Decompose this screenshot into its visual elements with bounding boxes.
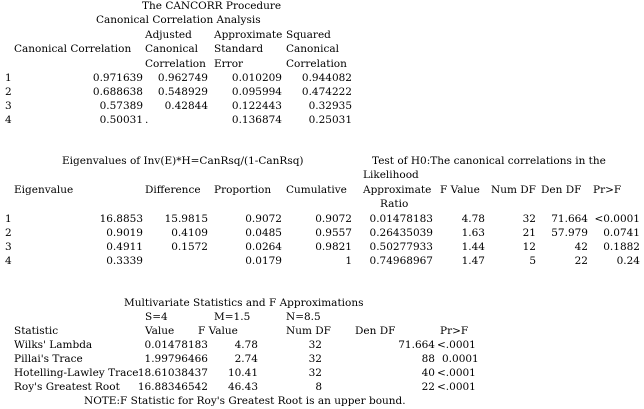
f-value: 46.43 bbox=[227, 381, 258, 393]
num-df-value: 32 bbox=[308, 367, 322, 379]
eigenvalue-value: 0.9019 bbox=[106, 227, 143, 239]
col-header-num-df: Num DF bbox=[491, 184, 536, 196]
footnote: NOTE:F Statistic for Roy's Greatest Root is an upper bound. bbox=[84, 395, 406, 407]
row-number: 2 bbox=[5, 227, 12, 239]
col-header-squared-2: Canonical bbox=[286, 43, 339, 55]
canonical-correlation-value: 0.688638 bbox=[92, 86, 143, 98]
eigenvalue-value: 0.3339 bbox=[106, 255, 143, 267]
num-df-value: 32 bbox=[522, 213, 536, 225]
standard-error-value: 0.122443 bbox=[231, 100, 282, 112]
standard-error-value: 0.136874 bbox=[231, 114, 282, 126]
col-header-ratio: Ratio bbox=[380, 198, 409, 210]
f-value: 1.63 bbox=[461, 227, 485, 239]
statistic-value: 16.88346542 bbox=[137, 381, 208, 393]
col-header-adjusted-2: Canonical bbox=[145, 43, 198, 55]
canonical-correlation-value: 0.50031 bbox=[99, 114, 143, 126]
f-value: 10.41 bbox=[227, 367, 258, 379]
cumulative-value: 0.9072 bbox=[315, 213, 352, 225]
cumulative-value: 0.9557 bbox=[315, 227, 352, 239]
eigenvalue-value: 16.8853 bbox=[99, 213, 143, 225]
statistic-value: 18.61038437 bbox=[137, 367, 208, 379]
f-value: 4.78 bbox=[234, 339, 258, 351]
num-df-value: 5 bbox=[529, 255, 536, 267]
proportion-value: 0.9072 bbox=[245, 213, 282, 225]
proportion-value: 0.0179 bbox=[245, 255, 282, 267]
statistic-name: Wilks' Lambda bbox=[14, 339, 93, 351]
difference-value: 15.9815 bbox=[164, 213, 208, 225]
squared-correlation-value: 0.32935 bbox=[308, 100, 352, 112]
num-df-value: 21 bbox=[522, 227, 536, 239]
statistic-value: 0.01478183 bbox=[144, 339, 208, 351]
num-df-value: 32 bbox=[308, 339, 322, 351]
den-df-value: 42 bbox=[574, 241, 588, 253]
squared-correlation-value: 0.474222 bbox=[301, 86, 352, 98]
col-header-difference: Difference bbox=[145, 184, 201, 196]
eigenvalue-value: 0.4911 bbox=[106, 241, 143, 253]
squared-correlation-value: 0.944082 bbox=[301, 72, 352, 84]
num-df-value: 32 bbox=[308, 353, 322, 365]
m-parameter: M=1.5 bbox=[214, 311, 251, 323]
den-df-value: 22 bbox=[574, 255, 588, 267]
col-header-canonical-correlation: Canonical Correlation bbox=[14, 43, 132, 55]
adjusted-correlation-value: 0.42844 bbox=[164, 100, 208, 112]
s-parameter: S=4 bbox=[145, 311, 168, 323]
standard-error-value: 0.010209 bbox=[231, 72, 282, 84]
canonical-correlation-value: 0.57389 bbox=[99, 100, 143, 112]
row-number: 4 bbox=[5, 255, 12, 267]
row-number: 3 bbox=[5, 100, 12, 112]
col-header-approximate: Approximate bbox=[363, 184, 432, 196]
eigenvalues-title: Eigenvalues of Inv(E)*H=CanRsq/(1-CanRsq) bbox=[62, 155, 304, 167]
squared-correlation-value: 0.25031 bbox=[308, 114, 352, 126]
f-value: 4.78 bbox=[461, 213, 485, 225]
cumulative-value: 1 bbox=[345, 255, 352, 267]
adjusted-correlation-value: 0.962749 bbox=[157, 72, 208, 84]
likelihood-ratio-value: 0.50277933 bbox=[369, 241, 433, 253]
col-header-value: Value bbox=[145, 325, 175, 337]
col-header-statistic: Statistic bbox=[14, 325, 59, 337]
likelihood-ratio-value: 0.26435039 bbox=[369, 227, 433, 239]
analysis-subtitle: Canonical Correlation Analysis bbox=[96, 14, 261, 26]
col-header-adjusted: Adjusted bbox=[145, 29, 192, 41]
den-df-value: 57.979 bbox=[551, 227, 588, 239]
row-number: 3 bbox=[5, 241, 12, 253]
row-number: 4 bbox=[5, 114, 12, 126]
statistic-name: Hotelling-Lawley Trace bbox=[14, 367, 139, 379]
pr-f-value: 0.24 bbox=[616, 255, 640, 267]
col-header-proportion: Proportion bbox=[214, 184, 272, 196]
col-header-den-df: Den DF bbox=[355, 325, 396, 337]
proportion-value: 0.0264 bbox=[245, 241, 282, 253]
row-number: 1 bbox=[5, 72, 12, 84]
f-value: 1.44 bbox=[461, 241, 485, 253]
likelihood-ratio-value: 0.01478183 bbox=[369, 213, 433, 225]
f-value: 1.47 bbox=[461, 255, 485, 267]
cumulative-value: 0.9821 bbox=[315, 241, 352, 253]
statistic-name: Pillai's Trace bbox=[14, 353, 83, 365]
pr-f-value: <.0001 bbox=[437, 339, 476, 351]
adjusted-correlation-value: 0.548929 bbox=[157, 86, 208, 98]
num-df-value: 8 bbox=[315, 381, 322, 393]
col-header-likelihood: Likelihood bbox=[363, 169, 419, 181]
n-parameter: N=8.5 bbox=[286, 311, 321, 323]
col-header-squared-3: Correlation bbox=[286, 58, 347, 70]
row-number: 1 bbox=[5, 213, 12, 225]
difference-value: 0.4109 bbox=[171, 227, 208, 239]
likelihood-test-title: Test of H0:The canonical correlations in the bbox=[372, 155, 606, 167]
den-df-value: 71.664 bbox=[398, 339, 435, 351]
num-df-value: 12 bbox=[522, 241, 536, 253]
col-header-approx-2: Standard bbox=[214, 43, 264, 55]
pr-f-value: 0.1882 bbox=[603, 241, 640, 253]
col-header-num-df: Num DF bbox=[286, 325, 331, 337]
col-header-approx-3: Error bbox=[214, 58, 244, 70]
col-header-adjusted-3: Correlation bbox=[145, 58, 206, 70]
proportion-value: 0.0485 bbox=[245, 227, 282, 239]
col-header-f-value: F Value bbox=[440, 184, 480, 196]
col-header-eigenvalue: Eigenvalue bbox=[14, 184, 74, 196]
adjusted-correlation-value: . bbox=[145, 114, 149, 126]
den-df-value: 22 bbox=[421, 381, 435, 393]
pr-f-value: 0.0741 bbox=[603, 227, 640, 239]
col-header-f-value: F Value bbox=[198, 325, 238, 337]
col-header-den-df: Den DF bbox=[541, 184, 582, 196]
pr-f-value: <.0001 bbox=[437, 381, 476, 393]
col-header-approx: Approximate bbox=[214, 29, 283, 41]
pr-f-value: <0.0001 bbox=[594, 213, 640, 225]
statistic-value: 1.99796466 bbox=[144, 353, 208, 365]
den-df-value: 88 bbox=[421, 353, 435, 365]
den-df-value: 71.664 bbox=[551, 213, 588, 225]
col-header-pr-f: Pr>F bbox=[593, 184, 622, 196]
statistic-name: Roy's Greatest Root bbox=[14, 381, 120, 393]
likelihood-ratio-value: 0.74968967 bbox=[369, 255, 433, 267]
col-header-squared: Squared bbox=[286, 29, 331, 41]
difference-value: 0.1572 bbox=[171, 241, 208, 253]
pr-f-value: <.0001 bbox=[437, 367, 476, 379]
row-number: 2 bbox=[5, 86, 12, 98]
pr-f-value: 0.0001 bbox=[442, 353, 479, 365]
procedure-title: The CANCORR Procedure bbox=[142, 0, 282, 12]
col-header-pr-f: Pr>F bbox=[440, 325, 469, 337]
den-df-value: 40 bbox=[421, 367, 435, 379]
standard-error-value: 0.095994 bbox=[231, 86, 282, 98]
canonical-correlation-value: 0.971639 bbox=[92, 72, 143, 84]
f-value: 2.74 bbox=[234, 353, 258, 365]
multivariate-title: Multivariate Statistics and F Approximations bbox=[124, 297, 364, 309]
col-header-cumulative: Cumulative bbox=[286, 184, 347, 196]
